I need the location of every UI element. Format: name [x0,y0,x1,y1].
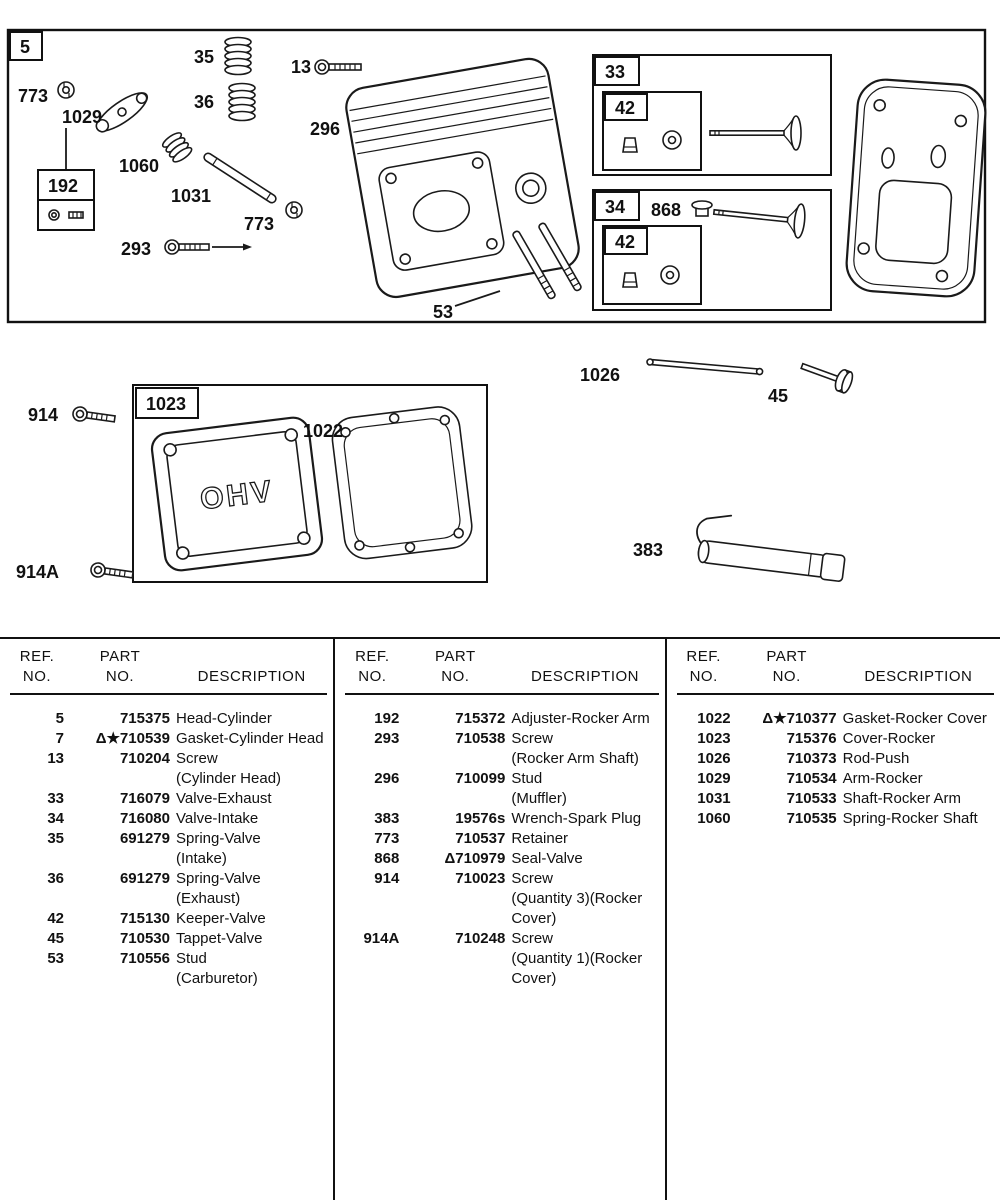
part-row [345,849,658,869]
label-34: 34 [605,197,626,217]
part-row [10,949,327,989]
parts-table [0,637,1000,1200]
part-row [10,789,327,809]
part-row [10,709,327,729]
ref-no: 293 [374,730,400,747]
description: Adjuster-Rocker Arm [511,710,650,727]
ref-no-header: REF. NO. [19,648,55,685]
part-no: 710204 [119,750,170,767]
part-row [677,789,994,809]
ref-no: 36 [47,870,64,887]
description: Seal-Valve [511,850,583,867]
leader-line-293 [212,244,252,251]
label-42a: 42 [615,98,636,118]
exhaust-valve-box [593,55,831,175]
part-row [345,809,658,829]
ref-no-header: REF. NO. [355,648,390,685]
group-label-5: 5 [20,37,31,57]
description: Spring-Valve (Exhaust) [176,870,261,907]
label-35: 35 [194,47,215,67]
table-body [677,695,994,829]
description: Stud (Muffler) [511,770,567,807]
part-no: 691279 [119,830,170,847]
description: Spring-Valve (Intake) [176,830,261,867]
part-no-header: PART NO. [766,648,807,685]
label-383: 383 [633,540,664,560]
ref-no: 5 [55,710,64,727]
retainer-icon-lower [286,202,302,218]
description-header: DESCRIPTION [197,668,306,685]
description: Retainer [511,830,569,847]
label-192: 192 [48,176,79,196]
valve-keeper-icon [623,138,637,152]
label-13: 13 [291,57,312,77]
part-no: 710248 [455,930,506,947]
label-1026: 1026 [580,365,621,385]
ref-no: 13 [47,750,64,767]
ref-no: 1031 [697,790,731,807]
description: Cover-Rocker [842,730,936,747]
part-row [10,809,327,829]
label-33: 33 [605,62,626,82]
ref-no: 1022 [697,710,731,727]
description-header: DESCRIPTION [864,668,973,685]
part-no: 715130 [119,910,170,927]
part-row [345,769,658,809]
description: Valve-Exhaust [176,790,272,807]
label-868: 868 [651,200,682,220]
description: Head-Cylinder [176,710,272,727]
part-no: 710533 [786,790,837,807]
cylinder-head-screw-icon [315,60,361,74]
label-1060: 1060 [119,156,160,176]
part-row [345,929,658,989]
ref-no: 53 [47,950,64,967]
description: Tappet-Valve [176,930,263,947]
label-293: 293 [121,239,152,259]
ref-no: 383 [374,810,400,827]
adjuster-screw-icon [69,212,83,218]
part-row [677,729,994,749]
label-53: 53 [433,302,454,322]
part-row [677,709,994,729]
label-1023: 1023 [146,394,187,414]
ref-no: 914 [374,870,400,887]
label-42b: 42 [615,232,636,252]
ref-no-header: REF. NO. [686,648,721,685]
parts-table-column-1 [0,639,333,1200]
label-773a: 773 [18,86,49,106]
description: Wrench-Spark Plug [511,810,642,827]
ref-no: 192 [374,710,400,727]
push-rod-icon [647,359,763,375]
part-no: Δ710979 [444,850,506,867]
description: Screw (Cylinder Head) [176,750,282,787]
label-773b: 773 [244,214,275,234]
ref-no: 45 [47,930,64,947]
description: Screw (Quantity 3)(Rocker Cover) [511,870,643,927]
part-no: 691279 [119,870,170,887]
valve-retainer-icon-2 [661,266,679,284]
valve-keeper-icon-2 [623,273,637,287]
label-45: 45 [768,386,789,406]
part-no: 710534 [786,770,837,787]
description: Arm-Rocker [842,770,923,787]
label-296: 296 [310,119,341,139]
valve-spring-intake-icon [225,38,251,75]
part-no: 710530 [119,930,170,947]
table-header [677,639,994,695]
valve-spring-exhaust-icon [229,84,255,121]
part-row [10,909,327,929]
description: Keeper-Valve [176,910,266,927]
parts-table-column-2 [333,639,666,1200]
rocker-cover-gasket-drawing [330,404,474,561]
cylinder-head-gasket-drawing [845,78,987,298]
part-no: 710537 [455,830,506,847]
label-1031: 1031 [171,186,212,206]
part-no: Δ★710539 [95,730,170,747]
cylinder-head-drawing [343,56,582,300]
description: Shaft-Rocker Arm [842,790,962,807]
label-914A: 914A [16,562,60,582]
ref-no: 42 [47,910,64,927]
ref-no: 1060 [697,810,731,827]
description: Spring-Rocker Shaft [842,810,978,827]
label-914: 914 [28,405,59,425]
parts-table-column-3 [667,639,1000,1200]
description: Rod-Push [842,750,910,767]
table-header [10,639,327,695]
ohv-embossed-text: OHV [198,474,276,517]
part-no: 715376 [786,730,837,747]
part-row [677,809,994,829]
part-no: 715375 [119,710,170,727]
ref-no: 868 [374,850,400,867]
ref-no: 1026 [697,750,731,767]
part-row [10,929,327,949]
description: Screw (Quantity 1)(Rocker Cover) [511,930,643,987]
description: Stud (Carburetor) [176,950,258,987]
part-no: 710099 [455,770,506,787]
description: Valve-Intake [176,810,259,827]
rocker-shaft-spring-icon [161,130,194,164]
rocker-cover-screw-a-icon [90,562,134,582]
spark-plug-wrench-icon [693,512,848,582]
label-36: 36 [194,92,215,112]
part-row [345,729,658,769]
adjuster-rocker-arm-box [38,128,94,230]
table-body [345,695,658,989]
table-header [345,639,658,695]
description: Screw (Rocker Arm Shaft) [511,730,639,767]
ref-no: 33 [47,790,64,807]
ref-no: 34 [47,810,64,827]
part-no: 710538 [455,730,506,747]
leader-line-53 [455,291,500,306]
rocker-shaft-screw-icon [165,240,209,254]
part-row [10,729,327,749]
part-row [677,769,994,789]
ref-no: 35 [47,830,64,847]
description-header: DESCRIPTION [530,668,639,685]
part-row [10,869,327,909]
ref-no: 1029 [697,770,731,787]
part-no: 710023 [455,870,506,887]
description: Gasket-Cylinder Head [176,730,324,747]
part-no: 716079 [119,790,170,807]
part-row [345,829,658,849]
part-no: 710556 [119,950,170,967]
part-row [10,749,327,789]
tappet-valve-icon [798,356,854,394]
table-body [10,695,327,989]
ref-no: 296 [374,770,400,787]
part-no: 19576s [455,810,506,827]
intake-valve-box [593,190,831,310]
part-row [345,709,658,729]
ref-no: 914A [363,930,400,947]
part-row [345,869,658,929]
part-row [677,749,994,769]
part-no-header: PART NO. [435,648,476,685]
retainer-icon-top [58,82,74,98]
valve-retainer-icon [663,131,681,149]
part-no: 710535 [786,810,837,827]
ref-no: 7 [55,730,64,747]
description: Gasket-Rocker Cover [842,710,987,727]
part-no: 716080 [119,810,170,827]
part-no-header: PART NO. [99,648,141,685]
part-no: Δ★710377 [762,710,837,727]
part-row [10,829,327,869]
ref-no: 773 [374,830,400,847]
part-no: 710373 [786,750,837,767]
rocker-cover-group-box [133,385,487,582]
ref-no: 1023 [697,730,731,747]
rocker-cover-drawing [150,416,324,572]
adjuster-nut-icon [49,210,59,220]
part-no: 715372 [455,710,506,727]
rocker-cover-screw-icon [72,406,116,426]
label-1022: 1022 [303,421,344,441]
rocker-arm-shaft-icon [203,152,278,204]
label-1029: 1029 [62,107,103,127]
